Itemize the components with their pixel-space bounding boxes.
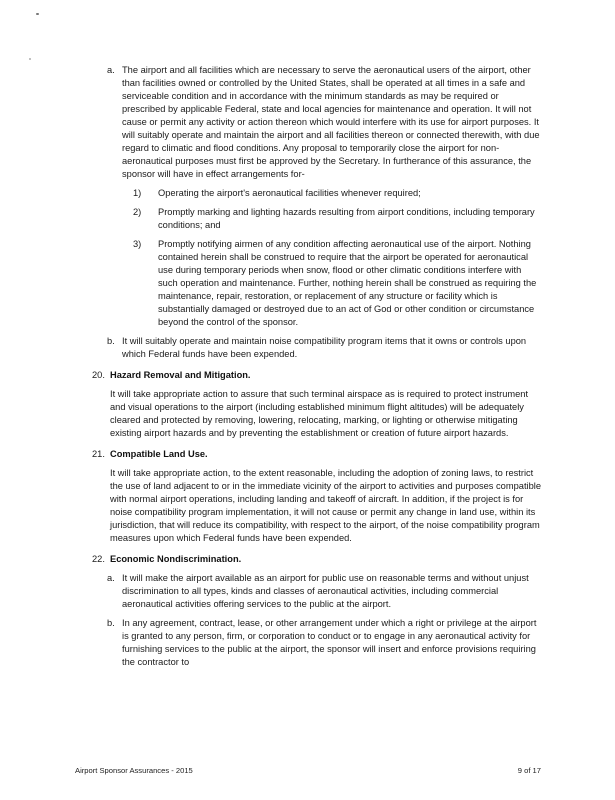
section-22-title: Economic Nondiscrimination. bbox=[110, 554, 242, 564]
list-item-a-label: a. bbox=[107, 65, 115, 75]
list-item-2-label: 2) bbox=[133, 207, 142, 217]
list-item-b-text: It will suitably operate and maintain noise compatibility program items that it owns or controls upon which Federal funds have been expended. bbox=[122, 336, 527, 359]
section-21-title: Compatible Land Use. bbox=[110, 449, 208, 459]
list-item-1-label: 1) bbox=[133, 188, 142, 198]
list-item-3-text: Promptly notifying airmen of any condition affecting aeronautical use of the airport. Nothing contained herein shall be construed to require that the airport be operated for aeronautical use during temporary periods when snow, flood or other climatic conditions interfere with such operation and maintenance. Further, nothing herein shall be construed as requiring the maintenance, repair, restoration, or replacement of any structure or facility which is substantially damaged or destroyed due to an act of God or other condition or circumstance beyond the control of the sponsor. bbox=[158, 239, 537, 327]
section-22-heading bbox=[92, 553, 541, 566]
list-item-1 bbox=[92, 187, 541, 200]
section-22-item-b-label: b. bbox=[107, 618, 115, 628]
section-22-item-a-label: a. bbox=[107, 573, 115, 583]
section-20-heading bbox=[92, 369, 541, 382]
section-21-body: It will take appropriate action, to the extent reasonable, including the adoption of zoning laws, to restrict the use of land adjacent to or in the immediate vicinity of the airport to activities and purposes compatible with normal airport operations, including landing and takeoff of aircraft. In addition, if the project is for noise compatibility program implementation, it will not cause or permit any change in land use, within its jurisdiction, that will reduce its compatibility, with respect to the airport, of the noise compatibility program measures upon which Federal funds have been expended. bbox=[110, 468, 541, 543]
section-21-heading bbox=[92, 448, 541, 461]
section-22-item-b bbox=[92, 617, 541, 669]
list-item-2-text: Promptly marking and lighting hazards resulting from airport conditions, including temporary conditions; and bbox=[158, 207, 535, 230]
scan-artifact bbox=[36, 13, 39, 15]
footer-page-number: 9 of 17 bbox=[517, 766, 541, 775]
section-20-body: It will take appropriate action to assure that such terminal airspace as is required to protect instrument and visual operations to the airport (including established minimum flight altitudes) will be adequately cleared and protected by removing, lowering, relocating, marking, or lighting or otherwise mitigating existing airport hazards and by preventing the establishment or creation of future airport hazards. bbox=[110, 389, 529, 438]
list-item-3 bbox=[92, 238, 541, 329]
footer-doc-title: Airport Sponsor Assurances - 2015 bbox=[75, 766, 193, 775]
section-22-item-a bbox=[92, 572, 541, 611]
section-20-title: Hazard Removal and Mitigation. bbox=[110, 370, 251, 380]
section-22-number: 22. bbox=[92, 554, 105, 564]
scan-artifact bbox=[29, 58, 31, 60]
list-item-3-label: 3) bbox=[133, 239, 142, 249]
section-21-number: 21. bbox=[92, 449, 105, 459]
list-item-a-text: The airport and all facilities which are necessary to serve the aeronautical users of the airport, other than facilities owned or controlled by the United States, shall be operated at all times in a safe and serviceable condition and in accordance with the minimum standards as may be required or prescribed by applicable Federal, state and local agencies for maintenance and operation. It will not cause or permit any activity or action thereon which would interfere with its use for airport purposes. It will suitably operate and maintain the airport and all facilities thereon or connected therewith, with due regard to climatic and flood conditions. Any proposal to temporarily close the airport for non-aeronautical purposes must first be approved by the Secretary. In furtherance of this assurance, the sponsor will have in effect arrangements for- bbox=[122, 65, 540, 179]
section-20-number: 20. bbox=[92, 370, 105, 380]
list-item-b-label: b. bbox=[107, 336, 115, 346]
page-content bbox=[92, 64, 541, 675]
page-footer bbox=[75, 764, 541, 777]
list-item-a bbox=[92, 64, 541, 181]
list-item-b bbox=[92, 335, 541, 361]
section-22-item-b-text: In any agreement, contract, lease, or other arrangement under which a right or privilege at the airport is granted to any person, firm, or corporation to conduct or to engage in any aeronautical activity for furnishing services to the public at the airport, the sponsor will insert and enforce provisions requiring the contractor to bbox=[122, 618, 537, 667]
list-item-1-text: Operating the airport's aeronautical facilities whenever required; bbox=[158, 188, 421, 198]
list-item-2 bbox=[92, 206, 541, 232]
section-22-item-a-text: It will make the airport available as an airport for public use on reasonable terms and without unjust discrimination to all types, kinds and classes of aeronautical activities, including commercial aeronautical activities offering services to the public at the airport. bbox=[122, 573, 529, 609]
